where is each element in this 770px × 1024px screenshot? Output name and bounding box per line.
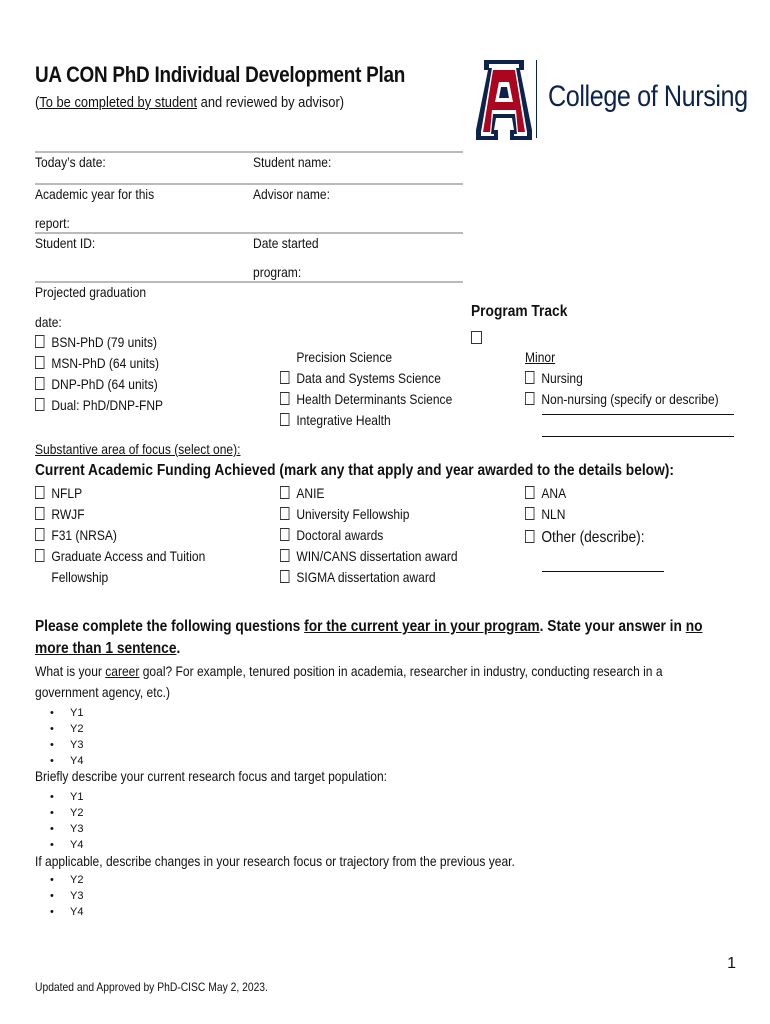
funding-col-1 [35, 483, 205, 588]
funding-option[interactable]: WIN/CANS dissertation award [280, 546, 458, 567]
student-id-label: Student ID: [35, 235, 96, 251]
funding-option[interactable]: NLN [525, 504, 645, 525]
page-number: 1 [727, 955, 736, 972]
funding-option[interactable]: SIGMA dissertation award [280, 567, 458, 588]
funding-option[interactable]: F31 (NRSA) [35, 525, 205, 546]
projected-graduation-label-cont: date: [35, 314, 62, 330]
question-research-focus: Briefly describe your current research focus and target population: [35, 768, 388, 784]
focus-option[interactable]: Data and Systems Science [280, 368, 452, 389]
answer-item[interactable]: • Y4 [50, 755, 84, 767]
focus-option[interactable]: Precision Science [296, 349, 393, 365]
date-started-label-cont: program: [253, 264, 302, 280]
funding-other-line[interactable] [542, 571, 664, 572]
questions-intro: Please complete the following questions for the current year in your program. State your answer in no more than 1 sentence. [35, 618, 703, 657]
answer-item[interactable]: • Y3 [50, 823, 84, 835]
minor-specify-line-2[interactable] [542, 436, 734, 437]
focus-option[interactable]: Integrative Health [280, 410, 452, 431]
funding-option[interactable]: ANA [525, 483, 645, 504]
projected-graduation-label: Projected graduation [35, 284, 147, 300]
minor-option[interactable]: Nursing [525, 368, 719, 389]
research-focus-answers [50, 789, 83, 853]
academic-year-label-cont: report: [35, 215, 70, 231]
degree-option[interactable]: Dual: PhD/DNP-FNP [35, 395, 163, 416]
program-track-heading: Program Track [471, 303, 568, 320]
document-subtitle: (To be completed by student and reviewed by advisor) [35, 94, 345, 111]
program-track-checkbox[interactable] [471, 330, 490, 348]
academic-year-label: Academic year for this [35, 186, 155, 202]
funding-option[interactable]: RWJF [35, 504, 205, 525]
funding-heading: Current Academic Funding Achieved (mark any that apply and year awarded to the details below): [35, 462, 674, 479]
funding-col-2 [280, 483, 458, 588]
funding-col-3 [525, 483, 645, 551]
minor-label: Minor [525, 349, 556, 365]
focus-changes-answers [50, 872, 83, 920]
logo-text: College of Nursing [548, 80, 748, 113]
college-logo [476, 58, 748, 142]
degree-option[interactable]: MSN-PhD (64 units) [35, 353, 163, 374]
todays-date-label: Today’s date: [35, 154, 106, 170]
funding-option[interactable]: Graduate Access and Tuition [35, 546, 205, 567]
funding-option[interactable]: University Fellowship [280, 504, 458, 525]
minor-specify-line-1[interactable] [542, 414, 734, 415]
degree-option[interactable]: DNP-PhD (64 units) [35, 374, 163, 395]
focus-area-list [280, 347, 452, 431]
career-goal-answers [50, 705, 83, 769]
question-focus-changes: If applicable, describe changes in your research focus or trajectory from the previous year. [35, 853, 515, 869]
answer-item[interactable]: • Y3 [50, 890, 84, 902]
footer-note: Updated and Approved by PhD-CISC May 2, 2023. [35, 980, 268, 994]
answer-item[interactable]: • Y4 [50, 839, 84, 851]
logo-divider [536, 60, 537, 138]
divider [35, 232, 463, 234]
answer-item[interactable]: • Y3 [50, 739, 84, 751]
answer-item[interactable]: • Y2 [50, 874, 84, 886]
degree-list [35, 332, 163, 416]
advisor-name-label: Advisor name: [253, 186, 330, 202]
question-career-goal: What is your career goal? For example, tenured position in academia, researcher in industry, conducting research in a government agency, etc.) [35, 663, 663, 700]
minor-list [525, 368, 719, 410]
funding-option-wrap: Fellowship [51, 569, 109, 585]
minor-option[interactable]: Non-nursing (specify or describe) [525, 389, 719, 410]
answer-item[interactable]: • Y4 [50, 906, 84, 918]
answer-item[interactable]: • Y1 [50, 791, 84, 803]
date-started-label: Date started [253, 235, 319, 251]
focus-option[interactable]: Health Determinants Science [280, 389, 452, 410]
focus-area-label: Substantive area of focus (select one): [35, 441, 241, 457]
arizona-a-logo-icon [476, 60, 532, 142]
student-name-label: Student name: [253, 154, 332, 170]
document-title: UA CON PhD Individual Development Plan [35, 62, 406, 87]
funding-option[interactable]: Other (describe): [525, 525, 645, 551]
funding-option[interactable]: Doctoral awards [280, 525, 458, 546]
answer-item[interactable]: • Y2 [50, 723, 84, 735]
answer-item[interactable]: • Y1 [50, 707, 84, 719]
answer-item[interactable]: • Y2 [50, 807, 84, 819]
funding-option[interactable]: NFLP [35, 483, 205, 504]
funding-option[interactable]: ANIE [280, 483, 458, 504]
degree-option[interactable]: BSN-PhD (79 units) [35, 332, 163, 353]
